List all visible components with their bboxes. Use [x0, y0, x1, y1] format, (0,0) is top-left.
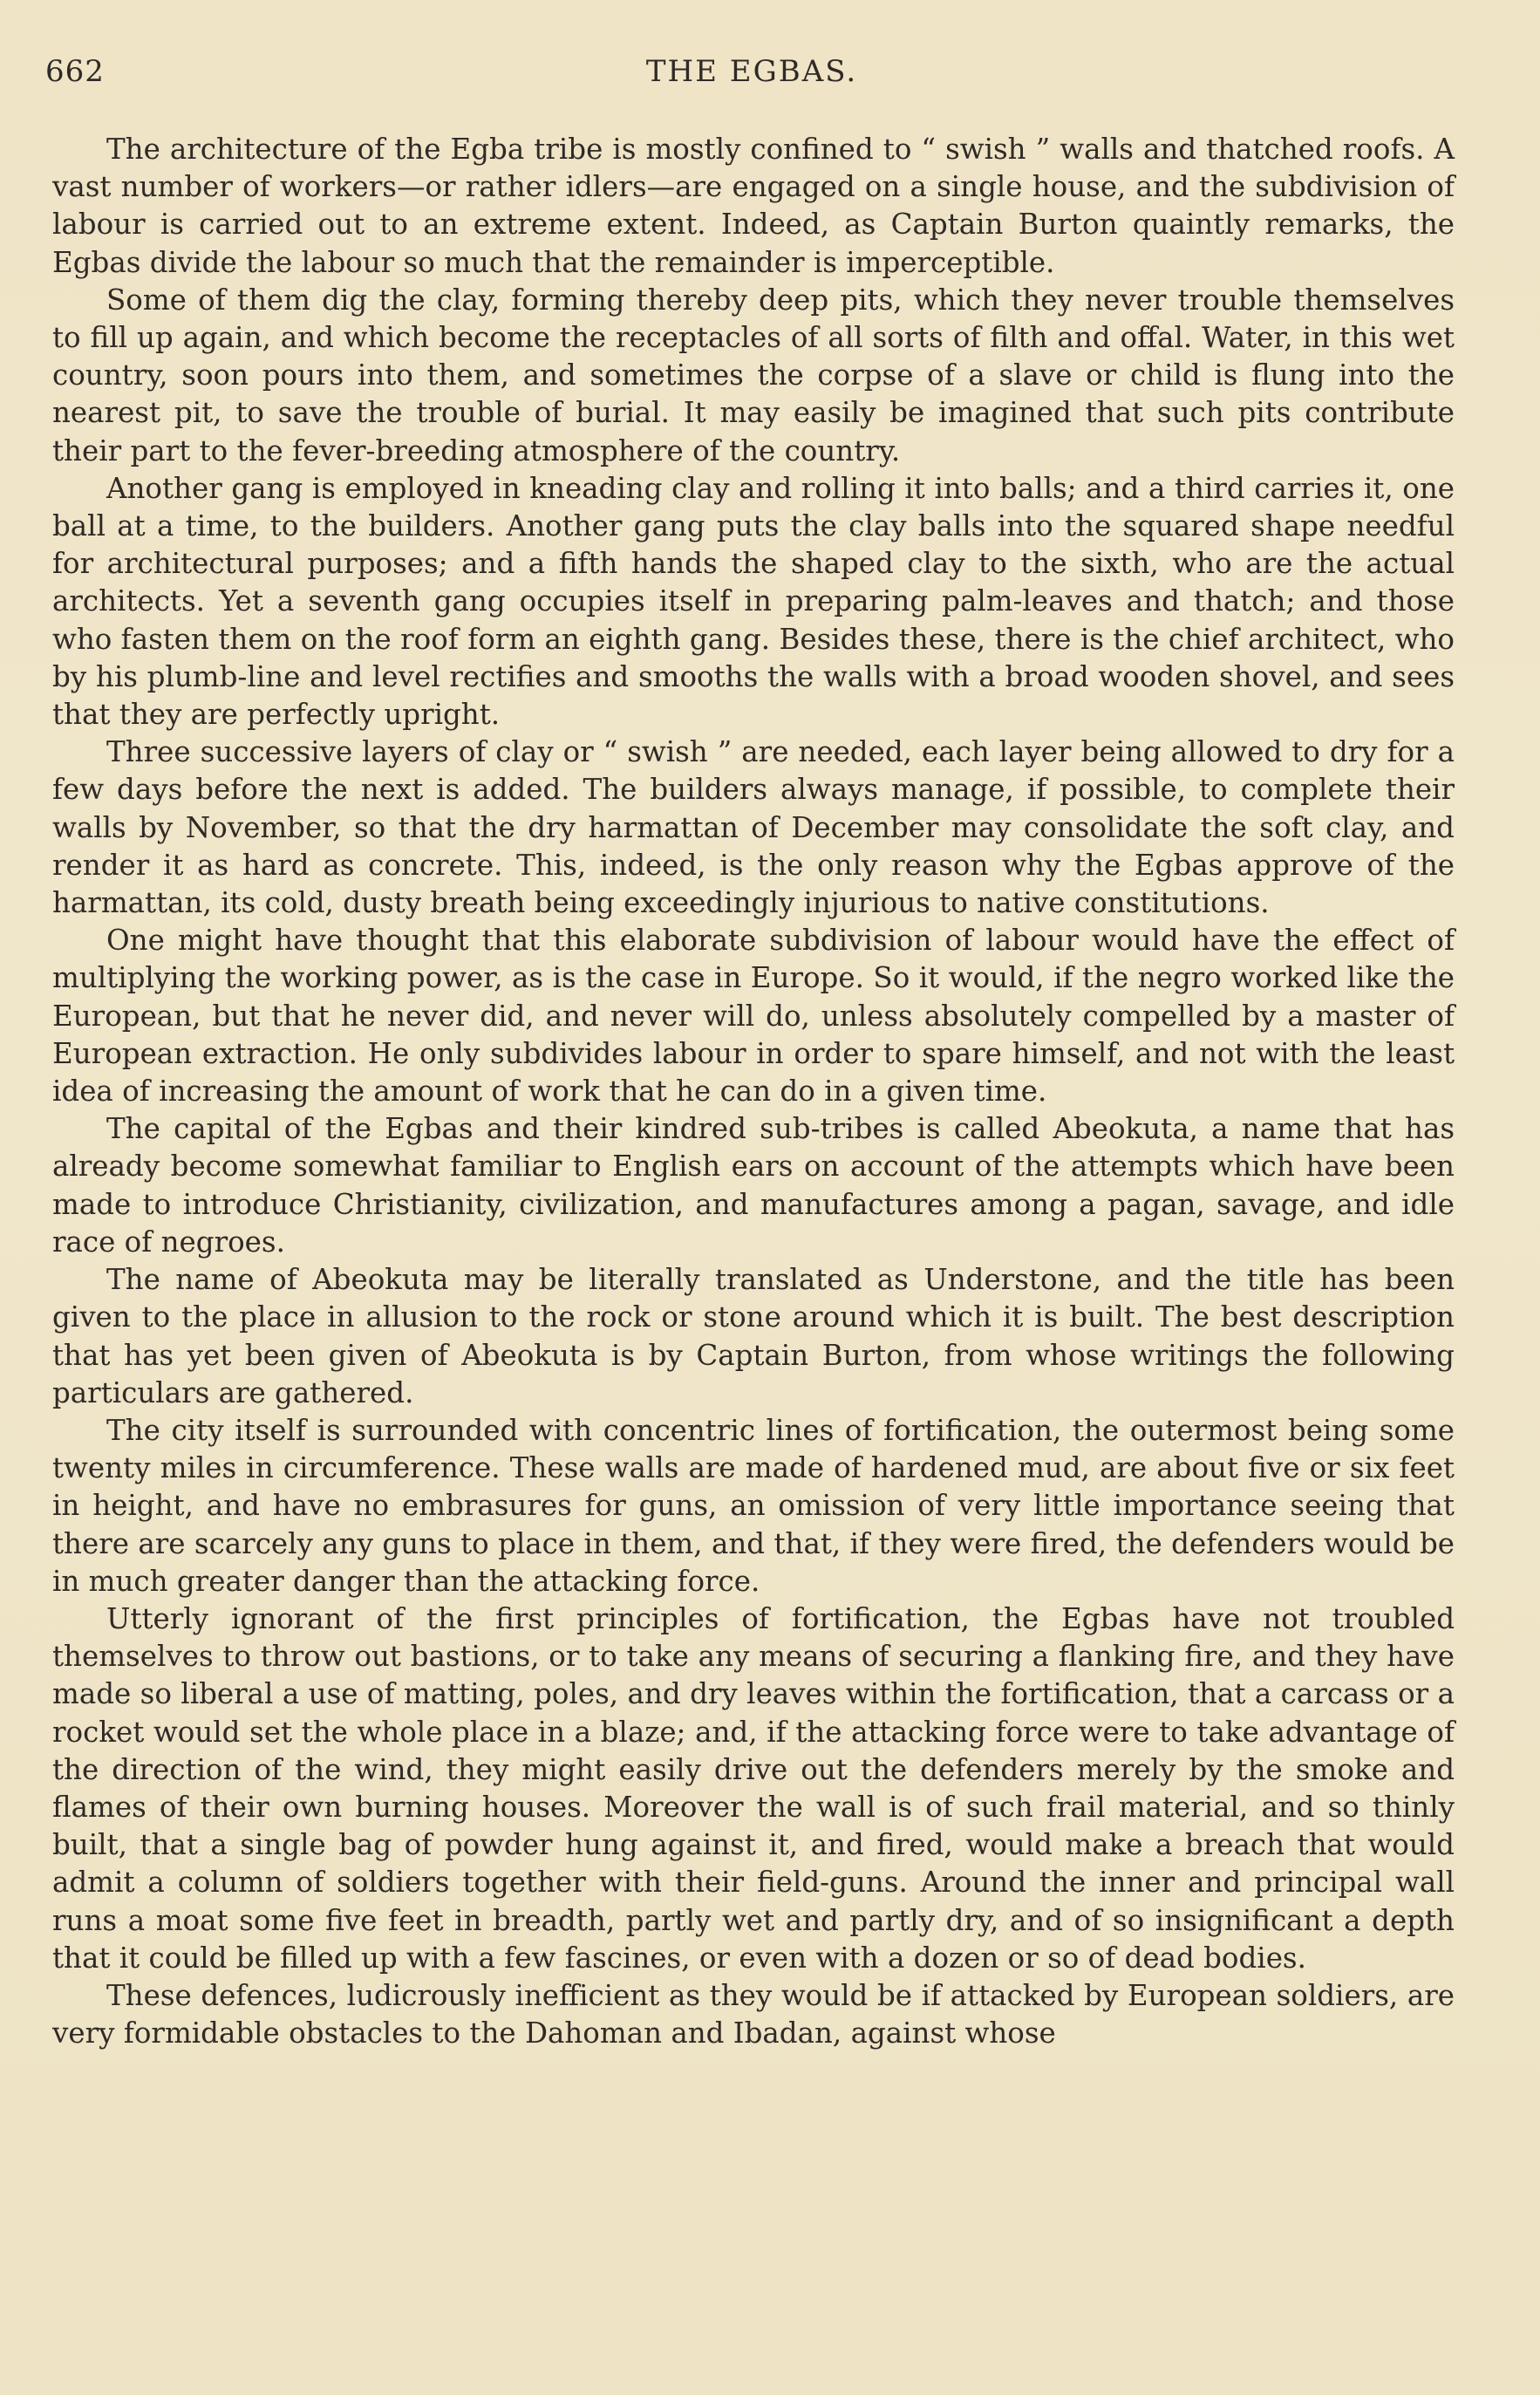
paragraph: The city itself is surrounded with concentric lines of fortification, the outermost being some twenty miles in circumference. These walls are made of hardened mud, are about five or six feet in height, and have no embrasures for guns, an omission of very little importance seeing that there are scarcely any guns to place in them, and that, if they were fired, the defenders would be in much greater danger than the attacking force. — [52, 1413, 1455, 1598]
page-number: 662 — [45, 54, 105, 89]
page-header — [45, 54, 1458, 106]
paragraph: Another gang is employed in kneading clay and rolling it into balls; and a third carries it, one ball at a time, to the builders. Another gang puts the clay balls into the squared shape needful for architectural purposes; and a fifth hands the shaped clay to the sixth, who are the actual architects. Yet a seventh gang occupies itself in preparing palm-leaves and thatch; and those who fasten them on the roof form an eighth gang. Besides these, there is the chief architect, who by his plumb-line and level rectifies and smooths the walls with a broad wooden shovel, and sees that they are perfectly upright. — [52, 471, 1455, 732]
paragraph: The architecture of the Egba tribe is mostly confined to “ swish ” walls and thatched roofs. A vast number of workers—or rather idlers—are engaged on a single house, and the subdivision of labour is carried out to an extreme extent. Indeed, as Captain Burton quaintly remarks, the Egbas divide the labour so much that the remainder is imperceptible. — [52, 133, 1455, 279]
body-text — [52, 131, 1455, 2052]
running-title: THE EGBAS. — [645, 54, 858, 89]
paragraph: The capital of the Egbas and their kindred sub-tribes is called Abeokuta, a name that has already become somewhat familiar to English ears on account of the attempts which have been made to introduce Christianity, civilization, and manufactures among a pagan, savage, and idle race of negroes. — [52, 1112, 1455, 1259]
paragraph: These defences, ludicrously inefficient as they would be if attacked by European soldiers, are very formidable obstacles to the Dahoman and Ibadan, against whose — [52, 1978, 1455, 2050]
paragraph: Some of them dig the clay, forming thereby deep pits, which they never trouble themselves to fill up again, and which become the receptacles of all sorts of filth and offal. Water, in this wet country, soon pours into them, and sometimes the corpse of a slave or child is flung into the nearest pit, to save the trouble of burial. It may easily be imagined that such pits contribute their part to the fever-breeding atmosphere of the country. — [52, 283, 1455, 467]
paragraph: One might have thought that this elaborate subdivision of labour would have the effect of multiplying the working power, as is the case in Europe. So it would, if the negro worked like the European, but that he never did, and never will do, unless absolutely compelled by a master of European extraction. He only subdivides labour in order to spare himself, and not with the least idea of increasing the amount of work that he can do in a given time. — [52, 924, 1455, 1109]
paragraph: Utterly ignorant of the first principles of fortification, the Egbas have not troubled themselves to throw out bastions, or to take any means of securing a flanking fire, and they have made so liberal a use of matting, poles, and dry leaves within the fortification, that a carcass or a rocket would set the whole place in a blaze; and, if the attacking force were to take advantage of the direction of the wind, they might easily drive out the defenders merely by the smoke and flames of their own burning houses. Moreover the wall is of such frail material, and so thinly built, that a single bag of powder hung against it, and fired, would make a breach that would admit a column of soldiers together with their field-guns. Around the inner and principal wall runs a moat some five feet in breadth, partly wet and partly dry, and of so insignificant a depth that it could be filled up with a few fascines, or even with a dozen or so of dead bodies. — [52, 1601, 1455, 1975]
paragraph: Three successive layers of clay or “ swish ” are needed, each layer being allowed to dry for a few days before the next is added. The builders always manage, if possible, to complete their walls by November, so that the dry harmattan of December may consolidate the soft clay, and render it as hard as concrete. This, indeed, is the only reason why the Egbas approve of the harmattan, its cold, dusty breath being exceedingly injurious to native constitutions. — [52, 735, 1455, 920]
paragraph: The name of Abeokuta may be literally translated as Understone, and the title has been given to the place in allusion to the rock or stone around which it is built. The best description that has yet been given of Abeokuta is by Captain Burton, from whose writings the following particulars are gathered. — [52, 1263, 1455, 1409]
